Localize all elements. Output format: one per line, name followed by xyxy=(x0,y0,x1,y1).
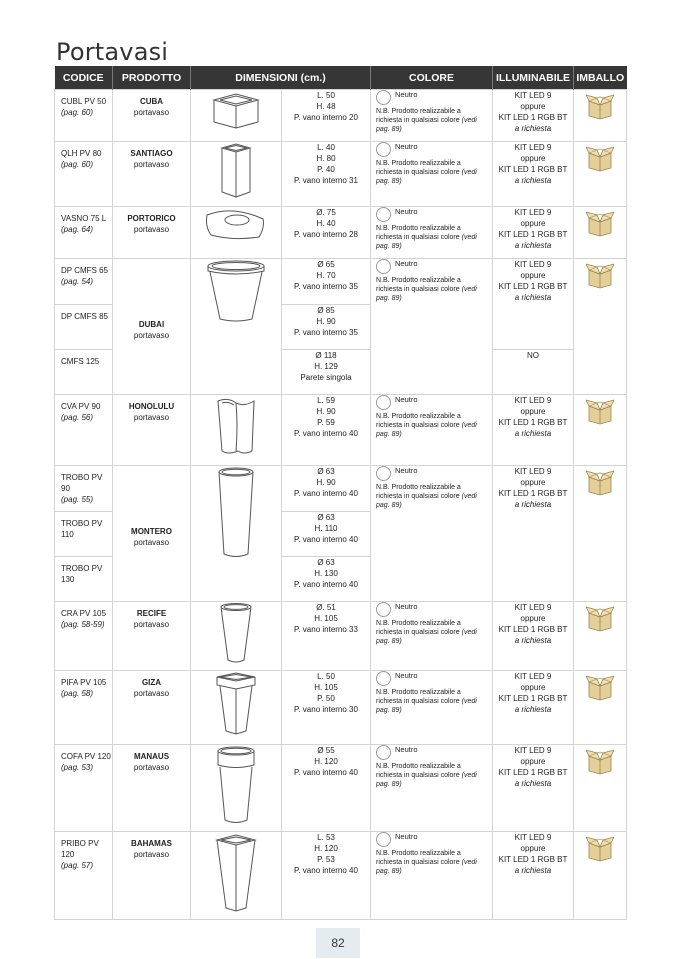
table-row xyxy=(55,832,627,920)
product-code-cell xyxy=(55,395,113,466)
pot-image-cell xyxy=(191,832,282,920)
led-cell: KIT LED 9 oppure KIT LED 1 RGB BT a richiesta xyxy=(493,395,574,466)
package-cell xyxy=(574,207,627,259)
color-cell: Neutro N.B. Prodotto realizzabile a richiesta in qualsiasi colore (vedi pag. 89) xyxy=(371,466,493,602)
neutral-color-swatch xyxy=(376,745,391,760)
dimensions-cell: Ø 55 H. 120 P. vano interno 40 xyxy=(282,745,371,832)
product-code: DP CMFS 85 xyxy=(61,312,108,321)
neutral-color-swatch xyxy=(376,259,391,274)
product-type: portavaso xyxy=(133,108,170,117)
color-cell xyxy=(371,90,493,142)
led-no: NO xyxy=(527,351,539,360)
product-name-cell: GIZA portavaso xyxy=(113,671,191,745)
dimension-value: L. 50 xyxy=(317,91,335,100)
tapered-tall-pot-icon xyxy=(218,602,254,666)
product-name-cell: MANAUS portavaso xyxy=(113,745,191,832)
product-name-cell: PORTORICO portavaso xyxy=(113,207,191,259)
dimensions-cell: Ø. 75 H. 40 P. vano interno 28 xyxy=(282,207,371,259)
page-ref: (pag. 64) xyxy=(61,225,94,234)
product-code: DP CMFS 65 xyxy=(61,266,108,275)
package-cell xyxy=(574,466,627,602)
product-name: DUBAI xyxy=(138,319,165,329)
product-name: GIZA xyxy=(141,678,162,687)
product-code: CUBL PV 50 xyxy=(61,97,107,106)
led-cell: KIT LED 9 oppure KIT LED 1 RGB BT a richiesta xyxy=(493,207,574,259)
header-illuminabile: ILLUMINABILE xyxy=(493,66,574,90)
pot-image-cell xyxy=(191,142,282,207)
product-name-cell xyxy=(113,90,191,142)
product-code-cell xyxy=(55,207,113,259)
color-cell: Neutro N.B. Prodotto realizzabile a richiesta in qualsiasi colore (vedi pag. 89) xyxy=(371,602,493,671)
page-ref: (pag. 56) xyxy=(61,413,94,422)
box-icon xyxy=(586,142,614,172)
page-ref: (pag. 60) xyxy=(61,108,94,117)
product-name: MANAUS xyxy=(133,752,170,761)
box-icon xyxy=(586,259,614,289)
neutral-color-swatch xyxy=(376,207,391,222)
pot-image-cell xyxy=(191,395,282,466)
product-name-cell: BAHAMAS portavaso xyxy=(113,832,191,920)
wave-pot-icon xyxy=(214,395,258,457)
pot-image-cell xyxy=(191,671,282,745)
color-cell: Neutro N.B. Prodotto realizzabile a richiesta in qualsiasi colore (vedi pag. 89) xyxy=(371,259,493,395)
product-code: PRIBO PV 120 xyxy=(61,839,99,859)
product-code-cell xyxy=(55,557,113,602)
product-name-cell xyxy=(113,142,191,207)
box-icon xyxy=(586,832,614,862)
product-name: MONTERO xyxy=(131,526,172,536)
package-cell xyxy=(574,745,627,832)
neutral-color-swatch xyxy=(376,90,391,105)
table-row xyxy=(55,142,627,207)
page-ref: (pag. 58) xyxy=(61,689,94,698)
neutral-color-swatch xyxy=(376,671,391,686)
table-row xyxy=(55,745,627,832)
color-cell: Neutro N.B. Prodotto realizzabile a richiesta in qualsiasi colore (vedi pag. 89) xyxy=(371,395,493,466)
pot-image-cell xyxy=(191,466,282,602)
product-code-cell xyxy=(55,259,113,305)
table-row xyxy=(55,602,627,671)
package-cell xyxy=(574,259,627,395)
dimensions-cell xyxy=(282,90,371,142)
square-tapered-pot-icon xyxy=(214,671,258,737)
led-cell: KIT LED 9 oppure KIT LED 1 RGB BT a richiesta xyxy=(493,671,574,745)
color-label: Neutro xyxy=(395,90,418,99)
product-code-cell xyxy=(55,305,113,350)
led-cell: KIT LED 9 oppure KIT LED 1 RGB BT a richiesta xyxy=(493,466,574,602)
dimensions-cell: L. 50 H. 105 P. 50 P. vano interno 30 xyxy=(282,671,371,745)
table-row xyxy=(55,671,627,745)
product-code-cell xyxy=(55,602,113,671)
box-icon xyxy=(586,671,614,701)
product-code-cell xyxy=(55,350,113,395)
product-code: CVA PV 90 xyxy=(61,402,101,411)
product-code: CRA PV 105 xyxy=(61,609,106,618)
dimensions-cell: L. 59 H. 90 P. 59 P. vano interno 40 xyxy=(282,395,371,466)
led-cell: KIT LED 9 oppure KIT LED 1 RGB BT a richiesta xyxy=(493,832,574,920)
low-bowl-pot-icon xyxy=(203,207,269,241)
color-cell: Neutro N.B. Prodotto realizzabile a richiesta in qualsiasi colore (vedi pag. 89) xyxy=(371,671,493,745)
dimensions-cell: Ø 63 H. 130 P. vano interno 40 xyxy=(282,557,371,602)
dimensions-cell: L. 40 H. 80 P. 40 P. vano interno 31 xyxy=(282,142,371,207)
product-name: BAHAMAS xyxy=(131,839,172,848)
neutral-color-swatch xyxy=(376,142,391,157)
product-name-cell: RECIFE portavaso xyxy=(113,602,191,671)
product-code: VASNO 75 L xyxy=(61,214,107,223)
tall-square-pot-icon xyxy=(216,142,256,200)
color-cell: Neutro N.B. Prodotto realizzabile a richiesta in qualsiasi colore (vedi pag. 89) xyxy=(371,745,493,832)
product-code: TROBO PV 130 xyxy=(61,564,103,584)
product-code-cell xyxy=(55,832,113,920)
product-code-cell xyxy=(55,466,113,512)
product-code: TROBO PV 110 xyxy=(61,519,103,539)
header-colore: COLORE xyxy=(371,66,493,90)
package-cell xyxy=(574,832,627,920)
dimensions-cell: L. 53 H. 120 P. 53 P. vano interno 40 xyxy=(282,832,371,920)
dimensions-cell: Ø 63 H. 110 P. vano interno 40 xyxy=(282,512,371,557)
product-code-cell xyxy=(55,512,113,557)
product-code: TROBO PV 90 xyxy=(61,473,103,493)
pot-image-cell xyxy=(191,90,282,142)
color-cell: Neutro N.B. Prodotto realizzabile a richiesta in qualsiasi colore (vedi pag. 89) xyxy=(371,207,493,259)
banded-cylinder-pot-icon xyxy=(215,745,257,827)
conical-pot-icon xyxy=(205,259,267,325)
dimension-value: H. 48 xyxy=(316,102,336,111)
neutral-color-swatch xyxy=(376,466,391,481)
product-code: QLH PV 80 xyxy=(61,149,102,158)
header-imballo: IMBALLO xyxy=(574,66,627,90)
neutral-color-swatch xyxy=(376,395,391,410)
led-cell: KIT LED 9 oppure KIT LED 1 RGB BT a richiesta xyxy=(493,259,574,350)
page-ref: (pag. 53) xyxy=(61,763,94,772)
dimensions-cell: Ø. 51 H. 105 P. vano interno 33 xyxy=(282,602,371,671)
table-header xyxy=(55,66,627,90)
neutral-color-swatch xyxy=(376,602,391,617)
table-row xyxy=(55,207,627,259)
page-ref: (pag. 58-59) xyxy=(61,620,105,629)
package-cell xyxy=(574,602,627,671)
package-cell xyxy=(574,671,627,745)
table-row xyxy=(55,259,627,305)
page-title: Portavasi xyxy=(56,38,169,66)
color-note: N.B. Prodotto realizzabile a richiesta in qualsiasi colore (vedi pag. 89) xyxy=(376,108,477,133)
product-name-cell: HONOLULU portavaso xyxy=(113,395,191,466)
product-name-cell: MONTERO portavaso xyxy=(113,466,191,602)
product-code-cell xyxy=(55,90,113,142)
product-name: SANTIAGO xyxy=(130,149,173,158)
led-cell: KIT LED 9 oppure KIT LED 1 RGB BT a richiesta xyxy=(493,90,574,142)
dimensions-cell: Ø 118 H. 129 Parete singola xyxy=(282,350,371,395)
product-name: HONOLULU xyxy=(128,402,175,411)
led-cell: KIT LED 9 oppure KIT LED 1 RGB BT a richiesta xyxy=(493,142,574,207)
product-code: PIFA PV 105 xyxy=(61,678,107,687)
product-code: CMFS 125 xyxy=(61,357,100,366)
pot-image-cell xyxy=(191,207,282,259)
header-codice: CODICE xyxy=(55,66,113,90)
header-dimensioni: DIMENSIONI (cm.) xyxy=(191,66,371,90)
page-ref: (pag. 60) xyxy=(61,160,94,169)
table-row xyxy=(55,466,627,512)
cube-pot-icon xyxy=(210,90,262,130)
neutral-color-swatch xyxy=(376,832,391,847)
pot-image-cell xyxy=(191,745,282,832)
cylinder-pot-icon xyxy=(216,466,256,562)
box-icon xyxy=(586,395,614,425)
color-cell: Neutro N.B. Prodotto realizzabile a richiesta in qualsiasi colore (vedi pag. 89) xyxy=(371,832,493,920)
product-code-cell xyxy=(55,671,113,745)
pot-image-cell xyxy=(191,602,282,671)
pot-image-cell xyxy=(191,259,282,395)
led-cell: KIT LED 9 oppure KIT LED 1 RGB BT a richiesta xyxy=(493,602,574,671)
package-cell xyxy=(574,142,627,207)
table-row xyxy=(55,395,627,466)
header-prodotto: PRODOTTO xyxy=(113,66,191,90)
square-tall-tapered-pot-icon xyxy=(214,832,258,914)
package-cell xyxy=(574,90,627,142)
product-code: COFA PV 120 xyxy=(61,752,111,761)
led-cell xyxy=(493,350,574,395)
product-name: CUBA xyxy=(139,97,164,106)
product-table xyxy=(54,66,627,920)
product-name: RECIFE xyxy=(136,609,167,618)
product-type: portavaso xyxy=(133,160,170,169)
box-icon xyxy=(586,207,614,237)
product-code-cell xyxy=(55,142,113,207)
page-ref: (pag. 54) xyxy=(61,277,94,286)
box-icon xyxy=(586,466,614,496)
page-number: 82 xyxy=(316,928,360,958)
box-icon xyxy=(586,90,614,120)
page-ref: (pag. 57) xyxy=(61,861,94,870)
dimensions-cell: Ø 85 H. 90 P. vano interno 35 xyxy=(282,305,371,350)
product-code-cell xyxy=(55,745,113,832)
dimensions-cell: Ø 65 H. 70 P. vano interno 35 xyxy=(282,259,371,305)
led-cell: KIT LED 9 oppure KIT LED 1 RGB BT a richiesta xyxy=(493,745,574,832)
table-row xyxy=(55,90,627,142)
color-cell: Neutro N.B. Prodotto realizzabile a richiesta in qualsiasi colore (vedi pag. 89) xyxy=(371,142,493,207)
page-ref: (pag. 55) xyxy=(61,495,94,504)
dimensions-cell: Ø 63 H. 90 P. vano interno 40 xyxy=(282,466,371,512)
product-name-cell: DUBAI portavaso xyxy=(113,259,191,395)
box-icon xyxy=(586,745,614,775)
dimension-value: P. vano interno 20 xyxy=(294,113,358,122)
box-icon xyxy=(586,602,614,632)
package-cell xyxy=(574,395,627,466)
product-name: PORTORICO xyxy=(127,214,176,223)
